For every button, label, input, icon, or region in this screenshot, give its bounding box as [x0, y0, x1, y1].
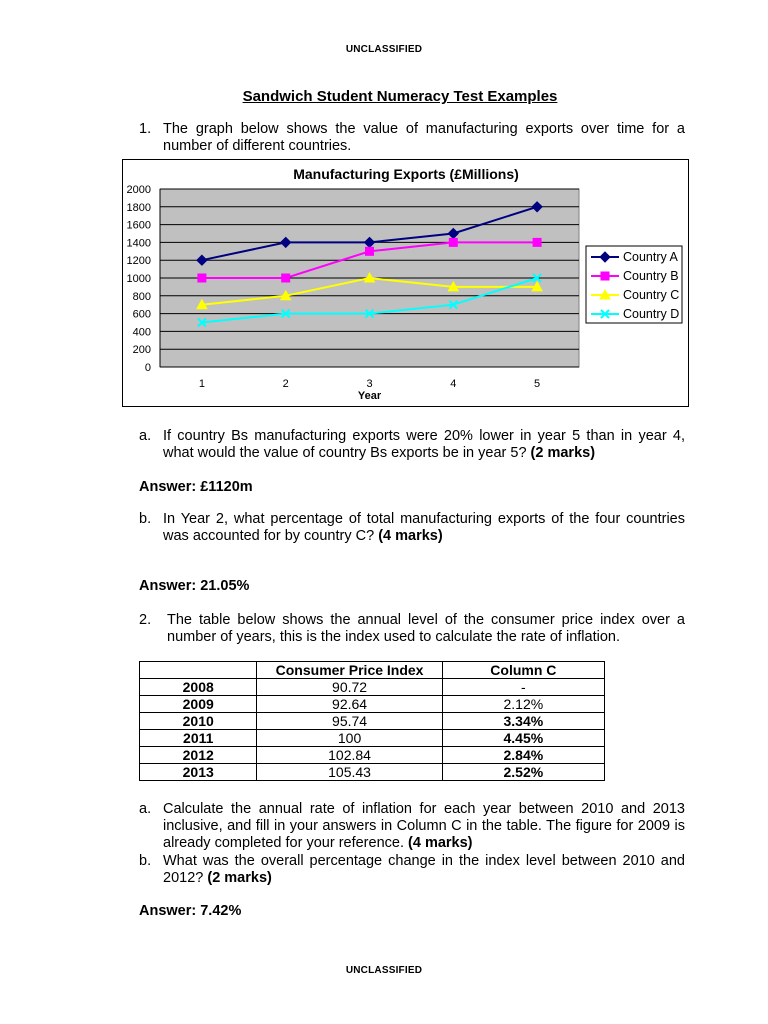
q1a-label: a.: [139, 428, 152, 444]
table-row: [140, 696, 605, 713]
table-header-year: [140, 662, 257, 679]
q2b-text: What was the overall percentage change in the index level between 2010 and 2012?: [163, 853, 685, 886]
legend-label: Country D: [623, 307, 680, 321]
chart-frame: [122, 159, 689, 407]
table-cell-column-c: 2.52%: [442, 764, 604, 781]
q2b-marks: (2 marks): [207, 870, 272, 886]
legend-label: Country C: [623, 288, 680, 302]
table-row: [140, 730, 605, 747]
q1a-marks: (2 marks): [530, 445, 596, 461]
q2b-answer: Answer: 7.42%: [139, 903, 242, 919]
data-point: [198, 274, 206, 282]
footer-classification: UNCLASSIFIED: [345, 965, 423, 976]
data-point: [366, 247, 374, 255]
y-tick-label: 800: [132, 290, 151, 303]
data-point: [533, 238, 541, 246]
x-tick-label: 2: [282, 378, 289, 390]
manufacturing-exports-chart: [123, 160, 688, 406]
table-cell-cpi: 105.43: [257, 764, 442, 781]
q1-number: 1.: [139, 121, 152, 137]
y-tick-label: 0: [144, 362, 151, 374]
table-cell-year: 2013: [140, 764, 257, 781]
y-tick-label: 1000: [126, 273, 151, 285]
q2a-label: a.: [139, 801, 152, 817]
table-cell-cpi: 95.74: [257, 713, 442, 730]
page-title: Sandwich Student Numeracy Test Examples: [242, 88, 558, 105]
q2a-question: [163, 801, 685, 852]
q2b-question: [163, 853, 685, 887]
table-cell-column-c: 2.84%: [442, 747, 604, 764]
table-header-cpi: Consumer Price Index: [257, 662, 442, 679]
q1a-question: [163, 428, 685, 462]
header-classification: UNCLASSIFIED: [345, 44, 423, 55]
y-tick-label: 1400: [126, 237, 151, 250]
table-header-column-c: Column C: [442, 662, 604, 679]
table-cell-year: 2008: [140, 679, 257, 696]
table-cell-year: 2011: [140, 730, 257, 747]
x-tick-label: 5: [534, 378, 541, 390]
table-cell-year: 2010: [140, 713, 257, 730]
chart-title: Manufacturing Exports (£Millions): [293, 166, 519, 182]
y-tick-label: 600: [132, 308, 151, 321]
table-cell-cpi: 92.64: [257, 696, 442, 713]
data-point: [282, 274, 290, 282]
table-row: [140, 764, 605, 781]
y-tick-label: 200: [132, 344, 151, 357]
table-row: [140, 679, 605, 696]
table-cell-column-c: -: [442, 679, 604, 696]
legend-label: Country B: [623, 269, 679, 283]
y-tick-label: 1200: [126, 255, 151, 268]
y-tick-label: 2000: [126, 184, 151, 196]
q2-text: The table below shows the annual level of the consumer price index over a number of years, this is the index used to calculate the rate of inflation.: [167, 612, 685, 645]
x-tick-label: 1: [198, 378, 205, 390]
y-tick-label: 400: [132, 326, 151, 339]
q1b-answer: Answer: 21.05%: [139, 578, 250, 594]
table-cell-column-c: 3.34%: [442, 713, 604, 730]
q2-number: 2.: [139, 612, 152, 628]
table-cell-year: 2012: [140, 747, 257, 764]
table-cell-cpi: 102.84: [257, 747, 442, 764]
y-tick-label: 1600: [126, 219, 151, 232]
legend-label: Country A: [623, 250, 678, 264]
x-tick-label: 4: [450, 378, 457, 390]
q1a-text: If country Bs manufacturing exports were 20% lower in year 5 than in year 4, what would the value of country Bs exports be in year 5?: [163, 428, 685, 461]
legend-marker: [601, 272, 609, 280]
q1a-answer: Answer: £1120m: [139, 479, 253, 495]
x-tick-label: 3: [366, 378, 373, 390]
q1b-question: [163, 511, 685, 545]
table-cell-column-c: 2.12%: [442, 696, 604, 713]
q1-text: The graph below shows the value of manufacturing exports over time for a number of different countries.: [163, 121, 685, 154]
q2a-text: Calculate the annual rate of inflation for each year between 2010 and 2013 inclusive, and fill in your answers in Column C in the table. The figure for 2009 is already completed for your reference.: [163, 801, 685, 851]
data-point: [449, 238, 457, 246]
q1b-marks: (4 marks): [378, 528, 443, 544]
q1b-text: In Year 2, what percentage of total manufacturing exports of the four countries was accounted for by country C?: [163, 511, 685, 544]
table-header-row: [140, 662, 605, 679]
table-cell-year: 2009: [140, 696, 257, 713]
table-cell-cpi: 90.72: [257, 679, 442, 696]
cpi-table: [139, 661, 605, 781]
q1b-label: b.: [139, 511, 152, 527]
table-row: [140, 713, 605, 730]
q2b-label: b.: [139, 853, 152, 869]
table-cell-cpi: 100: [257, 730, 442, 747]
table-row: [140, 747, 605, 764]
x-axis-label: Year: [357, 390, 382, 402]
y-tick-label: 1800: [126, 201, 151, 214]
table-cell-column-c: 4.45%: [442, 730, 604, 747]
q2a-marks: (4 marks): [408, 835, 473, 851]
